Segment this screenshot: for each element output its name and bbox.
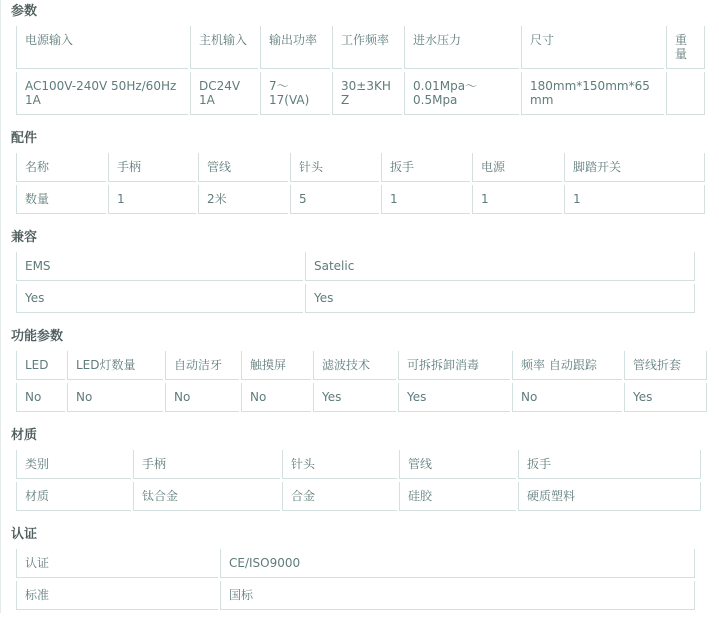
header-cell: 标准	[16, 581, 218, 610]
header-cell: 重量	[666, 26, 705, 69]
value-cell: Yes	[313, 383, 396, 412]
header-cell: 尺寸	[521, 26, 664, 69]
section-title: 材质	[11, 428, 38, 443]
section-title: 功能参数	[11, 329, 64, 344]
header-cell: Satelic	[305, 252, 695, 281]
header-cell: 认证	[16, 549, 218, 578]
table-row	[16, 549, 695, 578]
table-row	[16, 482, 701, 511]
header-cell: 输出功率	[260, 26, 330, 69]
value-cell: 1	[564, 185, 705, 214]
header-cell: 手柄	[133, 450, 280, 479]
table-row	[16, 284, 695, 313]
table-row	[16, 252, 695, 281]
materials-table	[14, 447, 703, 514]
header-cell: 频率 自动跟踪	[512, 351, 622, 380]
section-title: 认证	[11, 527, 38, 542]
value-cell: No	[67, 383, 163, 412]
header-cell: 手柄	[108, 153, 196, 182]
header-cell: 扳手	[518, 450, 701, 479]
certification-table	[14, 546, 697, 613]
header-cell: 类别	[16, 450, 131, 479]
table-row	[16, 72, 705, 115]
value-cell: No	[512, 383, 622, 412]
value-cell: Yes	[16, 284, 303, 313]
value-cell: 7～17(VA)	[260, 72, 330, 115]
value-cell: 1	[108, 185, 196, 214]
value-cell: No	[241, 383, 311, 412]
table-row	[16, 153, 705, 182]
section-materials	[1, 428, 719, 514]
header-cell: 可拆拆卸消毒	[398, 351, 510, 380]
value-cell: No	[16, 383, 65, 412]
section-accessories	[1, 131, 719, 217]
header-cell: LED灯数量	[67, 351, 163, 380]
accessories-table	[14, 150, 707, 217]
value-cell: 硬质塑料	[518, 482, 701, 511]
value-cell: Yes	[624, 383, 707, 412]
table-row	[16, 185, 705, 214]
header-cell: 自动洁牙	[165, 351, 239, 380]
compatibility-table	[14, 249, 697, 316]
header-cell: 管线折套	[624, 351, 707, 380]
header-cell: 名称	[16, 153, 106, 182]
table-row	[16, 383, 707, 412]
value-cell: 数量	[16, 185, 106, 214]
header-cell: 针头	[290, 153, 379, 182]
value-cell: 硅胶	[399, 482, 516, 511]
header-cell: 扳手	[381, 153, 470, 182]
value-cell: 合金	[282, 482, 397, 511]
section-certification	[1, 527, 719, 613]
header-cell: 触摸屏	[241, 351, 311, 380]
parameters-table	[14, 23, 707, 118]
value-cell: No	[165, 383, 239, 412]
value-cell: DC24V 1A	[190, 72, 258, 115]
value-cell: AC100V-240V 50Hz/60Hz 1A	[16, 72, 188, 115]
value-cell: Yes	[305, 284, 695, 313]
section-title: 兼容	[11, 230, 38, 245]
value-cell: 2米	[198, 185, 288, 214]
section-features	[1, 329, 719, 415]
table-row	[16, 581, 695, 610]
value-cell: 国标	[220, 581, 695, 610]
header-cell: 主机输入	[190, 26, 258, 69]
table-row	[16, 351, 707, 380]
section-compatibility	[1, 230, 719, 316]
table-row	[16, 26, 705, 69]
header-cell: 电源	[472, 153, 562, 182]
header-cell: 滤波技术	[313, 351, 396, 380]
section-title: 配件	[11, 131, 38, 146]
value-cell: 材质	[16, 482, 131, 511]
header-cell: 工作频率	[332, 26, 402, 69]
section-title: 参数	[11, 4, 38, 19]
header-cell: 管线	[399, 450, 516, 479]
value-cell: 0.01Mpa～0.5Mpa	[404, 72, 519, 115]
value-cell: 1	[472, 185, 562, 214]
header-cell: 管线	[198, 153, 288, 182]
value-cell: 1	[381, 185, 470, 214]
value-cell: 30±3KHZ	[332, 72, 402, 115]
header-cell: 电源输入	[16, 26, 188, 69]
features-table	[14, 348, 709, 415]
table-row	[16, 450, 701, 479]
value-cell	[666, 72, 705, 115]
header-cell: 进水压力	[404, 26, 519, 69]
header-cell: 针头	[282, 450, 397, 479]
value-cell: 钛合金	[133, 482, 280, 511]
value-cell: 180mm*150mm*65mm	[521, 72, 664, 115]
header-cell: LED	[16, 351, 65, 380]
value-cell: CE/ISO9000	[220, 549, 695, 578]
value-cell: 5	[290, 185, 379, 214]
section-parameters	[1, 4, 719, 118]
header-cell: 脚踏开关	[564, 153, 705, 182]
value-cell: Yes	[398, 383, 510, 412]
header-cell: EMS	[16, 252, 303, 281]
